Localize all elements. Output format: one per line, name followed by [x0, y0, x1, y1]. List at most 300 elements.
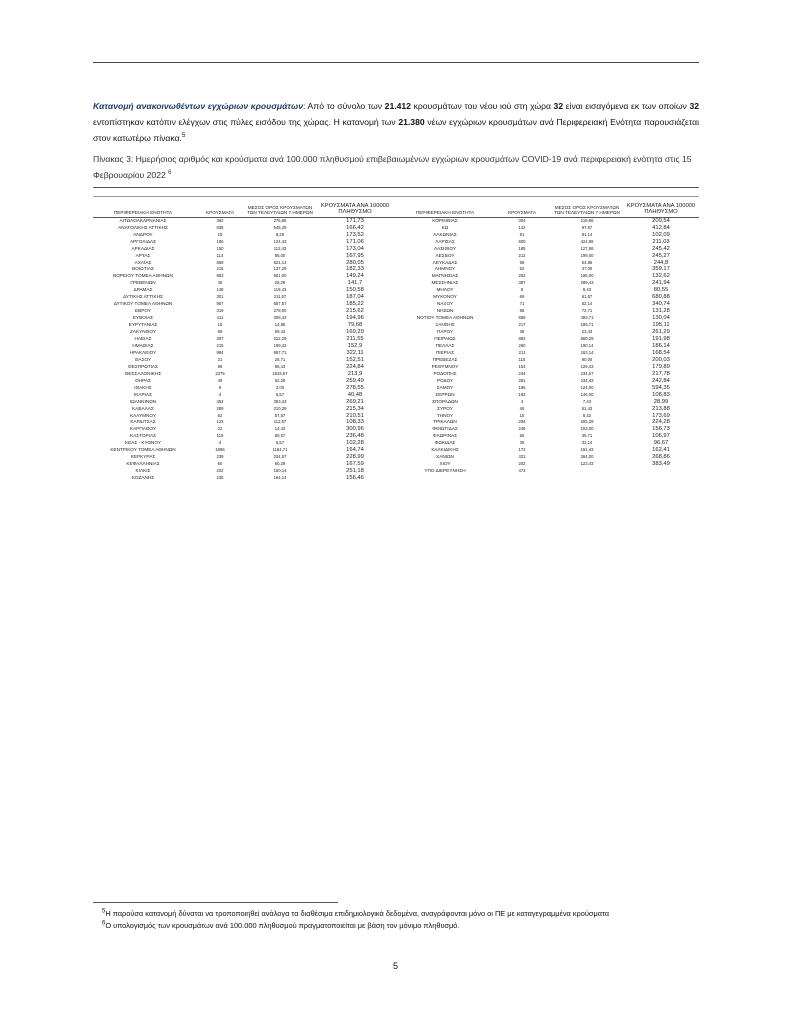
cases-cell: 304 — [518, 217, 526, 223]
cases-cell: 600 — [518, 238, 526, 244]
cases-cell: 244 — [518, 370, 526, 376]
avg-cell: 163,14 — [580, 349, 594, 355]
col-header-per100k: ΚΡΟΥΣΜΑΤΑ ΑΝΑ 100000 ΠΛΗΘΥΣΜΟ — [623, 203, 699, 217]
per100k-cell: 96,67 — [653, 440, 669, 447]
table-row — [93, 253, 699, 260]
region-cell: ΑΝΑΤΟΛΙΚΗΣ ΑΤΤΙΚΗΣ — [118, 224, 168, 230]
avg-cell: 151,43 — [580, 447, 594, 453]
cases-cell: 91 — [519, 231, 525, 237]
region-cell: ΛΑΣΙΘΙΟΥ — [433, 245, 457, 251]
per100k-cell: 215,62 — [346, 308, 364, 315]
per100k-cell: 228,99 — [346, 454, 364, 461]
table-row — [93, 315, 699, 322]
table-row — [93, 454, 699, 461]
region-cell: ΦΩΚΙΔΑΣ — [434, 440, 456, 446]
region-cell: ΚΟΖΑΝΗΣ — [131, 475, 155, 481]
per100k-cell: 167,59 — [346, 461, 364, 468]
cases-cell: 294 — [518, 419, 526, 425]
region-cell: ΛΗΜΝΟΥ — [434, 266, 456, 272]
cases-cell: 212 — [518, 252, 526, 258]
region-cell: ΗΛΕΙΑΣ — [134, 336, 152, 342]
region-cell: ΣΑΜΟΥ — [436, 384, 454, 390]
avg-cell: 86,43 — [274, 363, 286, 369]
avg-cell: 424,86 — [580, 238, 594, 244]
avg-cell: 150,14 — [273, 468, 287, 474]
avg-cell: 95,00 — [274, 252, 286, 258]
region-cell: ΜΕΣΣΗΝΙΑΣ — [431, 280, 459, 286]
region-cell: ΕΒΡΟΥ — [134, 308, 151, 314]
per100k-cell: 244,8 — [653, 259, 669, 266]
region-cell: ΝΑΞΟΥ — [436, 301, 454, 307]
avg-cell: 657,57 — [273, 301, 287, 307]
avg-cell: 1834,57 — [272, 370, 288, 376]
col-header-cases: ΚΡΟΥΣΜΑΤΑ — [493, 203, 551, 217]
region-cell: ΘΕΣΠΡΩΤΙΑΣ — [128, 363, 158, 369]
region-cell: ΙΩΑΝΝΙΝΩΝ — [129, 398, 157, 404]
region-cell: ΝΟΤΙΟΥ ΤΟΜΕΑ ΑΘΗΝΩΝ — [416, 315, 474, 321]
avg-cell: 47,00 — [581, 266, 593, 272]
intro-text: εντοπίστηκαν κατόπιν ελέγχων στις πύλες εισόδου της χώρας. Η κατανομή των — [93, 117, 399, 127]
col-header-cases: ΚΡΟΥΣΜΑΤΑ — [193, 203, 247, 217]
cases-cell: 148 — [216, 287, 224, 293]
avg-cell: 72,71 — [581, 308, 593, 314]
region-cell: ΜΗΛΟΥ — [436, 287, 454, 293]
per100k-cell: 412,84 — [652, 224, 670, 231]
per100k-cell: 162,41 — [652, 447, 670, 454]
region-cell: ΡΟΔΟΥ — [436, 377, 454, 383]
table-row — [93, 364, 699, 371]
footnote-rule — [93, 902, 338, 903]
per100k-cell: 149,24 — [346, 273, 364, 280]
per100k-cell: 195,11 — [652, 322, 670, 329]
col-header-region: ΠΕΡΙΦΕΡΕΙΑΚΗ ΕΝΟΤΗΤΑ — [93, 203, 193, 217]
region-cell: ΚΟΡΙΝΘΙΑΣ — [432, 217, 458, 223]
per100k-cell: 300,96 — [346, 426, 364, 433]
avg-cell: 308,43 — [273, 315, 287, 321]
table-row — [93, 260, 699, 267]
avg-cell: 8,43 — [582, 412, 592, 418]
table-row — [93, 419, 699, 426]
region-cell: ΑΙΤΩΛΟΑΚΑΡΝΑΝΙΑΣ — [119, 217, 167, 223]
cases-cell: 4 — [218, 440, 222, 446]
region-cell: ΙΚΑΡΙΑΣ — [133, 391, 152, 397]
per100k-cell: 102,09 — [652, 231, 670, 238]
per100k-cell: 169,29 — [346, 329, 364, 336]
header-rule — [93, 62, 699, 63]
avg-cell: 278,00 — [273, 308, 287, 314]
cases-cell: 9 — [218, 384, 222, 390]
per100k-cell: 680,88 — [652, 294, 670, 301]
region-cell: ΕΥΒΟΙΑΣ — [132, 315, 154, 321]
cases-cell: 239 — [216, 454, 224, 460]
region-cell: ΒΟΙΩΤΙΑΣ — [132, 266, 154, 272]
col-header-per100k: ΚΡΟΥΣΜΑΤΑ ΑΝΑ 100000 ΠΛΗΘΥΣΜΟ — [313, 203, 397, 217]
cases-cell — [493, 475, 551, 482]
cases-cell: 235 — [216, 475, 224, 481]
region-cell: ΧΙΟΥ — [439, 461, 451, 467]
cases-cell: 689 — [518, 315, 526, 321]
avg-cell: 493,71 — [580, 315, 594, 321]
cases-cell: 49 — [217, 377, 223, 383]
per100k-cell: 171,06 — [346, 238, 364, 245]
table-row — [93, 350, 699, 357]
per100k-cell: 108,33 — [346, 419, 364, 426]
per100k-cell: 269,21 — [346, 398, 364, 405]
avg-cell: 234,57 — [273, 454, 287, 460]
cases-cell: 362 — [216, 217, 224, 223]
intro-text: νέων εγχώριων κρουσμάτων ανά Περιφερειακή Ενότητα παρουσιάζεται στον κατωτέρω πίνακα. — [93, 117, 700, 143]
per100k-cell: 79,68 — [347, 322, 363, 329]
avg-cell: 127,86 — [580, 245, 594, 251]
region-cell: ΛΑΡΙΣΑΣ — [435, 238, 455, 244]
cases-cell: 46 — [519, 405, 525, 411]
table-row — [93, 329, 699, 336]
intro-title: Κατανομή ανακοινωθέντων εγχώριων κρουσμάτων — [93, 101, 304, 111]
footnote: $^6$Ο υπολογισμός των κρουσμάτων ανά 100.000 πληθυσμού πραγματοποιείται με βάση τον μόνιμο πληθυσμό. — [102, 920, 460, 930]
per100k-cell: 186,14 — [652, 342, 670, 349]
footnote-ref: 6 — [168, 170, 172, 177]
cases-cell: 62 — [217, 412, 223, 418]
intro-border-cases: 32 — [689, 101, 700, 111]
cases-cell: 411 — [216, 315, 224, 321]
table-header-row — [93, 203, 699, 217]
per100k-cell: 259,49 — [346, 377, 364, 384]
per100k-cell: 102,28 — [346, 440, 364, 447]
col-header-region: ΠΕΡΙΦΕΡΕΙΑΚΗ ΕΝΟΤΗΤΑ — [397, 203, 493, 217]
table-row — [93, 308, 699, 315]
table-row — [93, 433, 699, 440]
per100k-cell: 173,69 — [652, 412, 670, 419]
avg-cell: 28,29 — [274, 280, 286, 286]
per100k-cell: 280,05 — [346, 259, 364, 266]
cases-table — [93, 203, 699, 482]
cases-cell: 69 — [217, 329, 223, 335]
avg-cell: 621,14 — [273, 259, 287, 265]
avg-cell: 9,43 — [582, 287, 592, 293]
cases-cell: 289 — [216, 405, 224, 411]
per100k-cell: 28,99 — [653, 398, 669, 405]
cases-cell: 452 — [216, 398, 224, 404]
table-caption — [93, 151, 699, 183]
cases-cell: 217 — [518, 322, 526, 328]
table-row — [93, 406, 699, 413]
cases-cell: 119 — [216, 433, 224, 439]
cases-cell: 260 — [518, 342, 526, 348]
avg-cell: 57,57 — [274, 412, 286, 418]
region-cell: ΝΗΣΩΝ — [436, 308, 454, 314]
avg-cell: 112,57 — [273, 419, 287, 425]
avg-cell: 545,29 — [273, 224, 287, 230]
avg-cell: 35,71 — [581, 433, 593, 439]
table-top-rule — [93, 187, 699, 188]
cases-cell: 98 — [519, 308, 525, 314]
avg-cell: 123,43 — [580, 461, 594, 467]
per100k-cell: 185,22 — [346, 301, 364, 308]
per100k-cell: 182,33 — [346, 266, 364, 273]
per100k-cell: 236,48 — [346, 433, 364, 440]
cases-cell: 836 — [216, 224, 224, 230]
col-header-avg: ΜΕΣΟΣ ΟΡΟΣ ΚΡΟΥΣΜΑΤΩΝ ΤΩΝ ΤΕΛΕΥΤΑΙΩΝ 7 ΗΜΕΡΩΝ — [551, 203, 623, 217]
cases-cell: 185 — [518, 245, 526, 251]
per100k-cell: 173,04 — [346, 245, 364, 252]
cases-cell: 58 — [519, 259, 525, 265]
per100k-cell — [623, 468, 699, 475]
region-cell: ΚΕΦΑΛΛΗΝΙΑΣ — [126, 461, 160, 467]
avg-cell: 14,86 — [274, 322, 286, 328]
region-cell: ΒΟΡΕΙΟΥ ΤΟΜΕΑ ΑΘΗΝΩΝ — [113, 273, 173, 279]
region-cell: ΕΥΡΥΤΑΝΙΑΣ — [128, 322, 158, 328]
footnote: $^5$Η παρούσα κατανομή δύναται να τροποποιηθεί ανάλογα τα διαθέσιμα επιδημιολογικά δεδομένα, αναγράφονται μόνο οι ΠΕ με καταγεγραμμένα κρούσματα — [102, 908, 610, 918]
avg-cell: 61,57 — [581, 294, 593, 300]
per100k-cell: 164,74 — [346, 447, 364, 454]
intro-text: είναι εισαγόμενα εκ των οποίων — [563, 101, 690, 111]
region-cell: ΠΡΕΒΕΖΑΣ — [432, 356, 458, 362]
per100k-cell: 152,9 — [347, 342, 363, 349]
intro-total-cases: 21.412 — [384, 101, 411, 111]
avg-cell — [551, 468, 623, 475]
avg-cell: 219,86 — [580, 217, 594, 223]
per100k-cell: 132,62 — [652, 273, 670, 280]
avg-cell: 210,29 — [273, 405, 287, 411]
region-cell: ΤΡΙΚΑΛΩΝ — [433, 419, 457, 425]
avg-cell: 60,29 — [274, 461, 286, 467]
region-cell: ΚΑΣΤΟΡΙΑΣ — [129, 433, 157, 439]
per100k-cell: 217,78 — [652, 370, 670, 377]
per100k-cell: 168,54 — [652, 349, 670, 356]
cases-cell: 154 — [518, 363, 526, 369]
cases-cell: 4 — [218, 391, 222, 397]
region-cell: ΘΗΡΑΣ — [135, 377, 151, 383]
per100k-cell: 245,27 — [652, 252, 670, 259]
cases-cell: 319 — [216, 308, 224, 314]
avg-cell: 234,43 — [580, 377, 594, 383]
region-cell: ΜΥΚΟΝΟΥ — [433, 294, 457, 300]
avg-cell: 364,00 — [580, 454, 594, 460]
table-row — [93, 301, 699, 308]
region-cell — [397, 475, 493, 482]
cases-cell: 357 — [216, 336, 224, 342]
table-row — [93, 343, 699, 350]
page-number: 5 — [392, 961, 398, 971]
region-cell: ΛΑΚΩΝΙΑΣ — [433, 231, 457, 237]
avg-cell: 3,00 — [275, 384, 285, 390]
region-cell: ΚΙΛΚΙΣ — [135, 468, 151, 474]
per100k-cell: 211,55 — [346, 336, 364, 343]
cases-cell: 883 — [216, 273, 224, 279]
per100k-cell: 322,11 — [346, 349, 364, 356]
region-cell: ΑΡΓΟΛΙΔΑΣ — [130, 238, 156, 244]
region-cell: ΜΑΓΝΗΣΙΑΣ — [431, 273, 459, 279]
region-cell: ΑΡΚΑΔΙΑΣ — [131, 245, 155, 251]
avg-cell: 276,86 — [273, 217, 287, 223]
region-cell: ΙΘΑΚΗΣ — [134, 384, 152, 390]
table-row — [93, 217, 699, 224]
cases-cell: 39 — [519, 329, 525, 335]
cases-cell: 15 — [519, 412, 525, 418]
per100k-cell: 340,74 — [652, 301, 670, 308]
region-cell: ΞΑΝΘΗΣ — [435, 322, 455, 328]
per100k-cell: 40,48 — [347, 391, 363, 398]
avg-cell: 146,00 — [580, 391, 594, 397]
avg-cell: 124,43 — [273, 238, 287, 244]
avg-cell: 5,57 — [275, 440, 285, 446]
per100k-cell: 191,98 — [652, 336, 670, 343]
table-row — [93, 468, 699, 475]
per100k-cell: 130,04 — [652, 315, 670, 322]
cases-cell: 4 — [520, 398, 524, 404]
region-cell: ΚΑΡΠΑΘΟΥ — [129, 426, 157, 432]
per100k-cell: 167,95 — [346, 252, 364, 259]
cases-cell: 473 — [518, 468, 526, 474]
cases-cell: 2375 — [215, 370, 225, 376]
avg-cell: 97,57 — [581, 224, 593, 230]
per100k-cell: 245,42 — [652, 245, 670, 252]
table-row — [93, 440, 699, 447]
per100k-cell: 278,55 — [346, 384, 364, 391]
avg-cell: 199,43 — [273, 342, 287, 348]
region-cell: ΚΕΑΣ - ΚΥΘΝΟΥ — [124, 440, 162, 446]
cases-cell: 192 — [518, 391, 526, 397]
avg-cell: 80,57 — [274, 433, 286, 439]
region-cell: ΚΕΝΤΡΙΚΟΥ ΤΟΜΕΑ ΑΘΗΝΩΝ — [110, 447, 176, 453]
cases-cell: 60 — [217, 461, 223, 467]
per100k-cell: 213,9 — [347, 370, 363, 377]
table-row — [93, 385, 699, 392]
region-cell: ΠΕΛΛΑΣ — [435, 342, 455, 348]
region-cell: ΡΟΔΟΠΗΣ — [433, 370, 457, 376]
avg-cell: 137,29 — [273, 266, 287, 272]
per100k-cell — [623, 475, 699, 482]
cases-cell: 211 — [518, 349, 526, 355]
table-row — [93, 239, 699, 246]
region-cell: ΑΧΑΪΑΣ — [134, 259, 152, 265]
per100k-cell: 383,49 — [652, 461, 670, 468]
per100k-cell: 242,84 — [652, 377, 670, 384]
table-row — [93, 426, 699, 433]
avg-cell: 69,43 — [274, 329, 286, 335]
region-cell: ΑΡΤΑΣ — [135, 252, 151, 258]
cases-cell: 862 — [518, 336, 526, 342]
avg-cell: 660,29 — [580, 336, 594, 342]
avg-cell: 23,43 — [581, 329, 593, 335]
cases-cell: 172 — [518, 447, 526, 453]
per100k-cell: 156,46 — [346, 475, 364, 482]
cases-cell: 69 — [519, 294, 525, 300]
avg-cell: 112,43 — [273, 245, 287, 251]
per100k-cell: 224,28 — [652, 419, 670, 426]
cases-cell: 421 — [518, 454, 526, 460]
col-header-avg: ΜΕΣΟΣ ΟΡΟΣ ΚΡΟΥΣΜΑΤΩΝ ΤΩΝ ΤΕΛΕΥΤΑΙΩΝ 7 ΗΜΕΡΩΝ — [247, 203, 313, 217]
table-second-rule — [93, 196, 699, 197]
avg-cell: 205,29 — [580, 419, 594, 425]
cases-cell: 39 — [519, 440, 525, 446]
table-row — [93, 273, 699, 280]
table-row — [93, 280, 699, 287]
table-row — [93, 232, 699, 239]
cases-cell: 98 — [217, 363, 223, 369]
region-cell: ΥΠΟ ΔΙΕΡΕΥΝΗΣΗ — [424, 468, 466, 474]
table-row — [93, 294, 699, 301]
table-row — [93, 287, 699, 294]
table-row — [93, 413, 699, 420]
avg-cell: 195,00 — [580, 273, 594, 279]
per100k-cell: 224,84 — [346, 363, 364, 370]
region-cell: ΗΡΑΚΛΕΙΟΥ — [129, 349, 157, 355]
table-row — [93, 246, 699, 253]
per100k-cell: 211,03 — [652, 238, 670, 245]
table-row — [93, 322, 699, 329]
region-cell: ΛΕΣΒΟΥ — [435, 252, 455, 258]
intro-imported-cases: 32 — [553, 101, 564, 111]
cases-cell: 62 — [519, 266, 525, 272]
cases-cell: 248 — [518, 426, 526, 432]
cases-cell: 22 — [217, 426, 223, 432]
cases-cell: 907 — [216, 301, 224, 307]
region-cell: ΔΥΤΙΚΟΥ ΤΟΜΕΑ ΑΘΗΝΩΝ — [113, 301, 173, 307]
intro-text: : Από το σύνολο των — [303, 101, 385, 111]
region-cell: ΣΕΡΡΩΝ — [435, 391, 455, 397]
cases-cell: 215 — [216, 266, 224, 272]
avg-cell: 186,71 — [580, 322, 594, 328]
cases-cell: 16 — [217, 322, 223, 328]
table-row — [93, 399, 699, 406]
region-cell: ΦΛΩΡΙΝΑΣ — [432, 433, 458, 439]
region-cell: ΦΘΙΩΤΙΔΑΣ — [432, 426, 458, 432]
cases-cell: 71 — [519, 301, 525, 307]
table-row — [93, 336, 699, 343]
region-cell: ΑΝΔΡΟΥ — [133, 231, 153, 237]
region-cell: ΡΕΘΥΜΝΟΥ — [431, 363, 459, 369]
avg-cell: 7,43 — [582, 398, 592, 404]
footnote-ref: 5 — [181, 133, 186, 140]
table-row — [93, 225, 699, 232]
region-cell: ΚΑΒΑΛΑΣ — [132, 405, 154, 411]
avg-cell — [551, 475, 623, 482]
per100k-cell: 213,88 — [652, 405, 670, 412]
region-cell: ΔΥΤΙΚΗΣ ΑΤΤΙΚΗΣ — [123, 294, 163, 300]
table-row — [93, 447, 699, 454]
avg-cell: 289,43 — [580, 280, 594, 286]
cases-cell: 45 — [217, 280, 223, 286]
per100k-cell: 106,97 — [652, 433, 670, 440]
region-cell: ΓΡΕΒΕΝΩΝ — [130, 280, 156, 286]
avg-cell: 353,43 — [273, 398, 287, 404]
cases-cell: 387 — [518, 280, 526, 286]
cases-cell: 8 — [520, 287, 524, 293]
avg-cell: 163,00 — [580, 426, 594, 432]
region-cell: ΚΕΡΚΥΡΑΣ — [130, 454, 156, 460]
cases-cell: 252 — [518, 273, 526, 279]
region-cell: ΣΥΡΟΥ — [437, 405, 453, 411]
per100k-cell: 179,89 — [652, 363, 670, 370]
avg-cell: 90,00 — [581, 356, 593, 362]
per100k-cell: 261,29 — [652, 329, 670, 336]
avg-cell: 119,43 — [273, 287, 287, 293]
avg-cell: 5,57 — [275, 391, 285, 397]
per100k-cell: 131,28 — [652, 308, 670, 315]
cases-cell: 115 — [518, 356, 526, 362]
avg-cell: 26,71 — [274, 356, 286, 362]
region-cell: ΧΑΝΙΩΝ — [436, 454, 454, 460]
table-row — [93, 392, 699, 399]
per100k-cell: 210,51 — [346, 412, 364, 419]
avg-cell: 8,29 — [275, 231, 285, 237]
intro-local-cases: 21.380 — [398, 117, 425, 127]
per100k-cell: 215,34 — [346, 405, 364, 412]
per100k-cell: 268,86 — [652, 454, 670, 461]
region-cell: ΠΙΕΡΙΑΣ — [435, 349, 455, 355]
region-cell: ΚΑΡΔΙΤΣΑΣ — [130, 419, 156, 425]
